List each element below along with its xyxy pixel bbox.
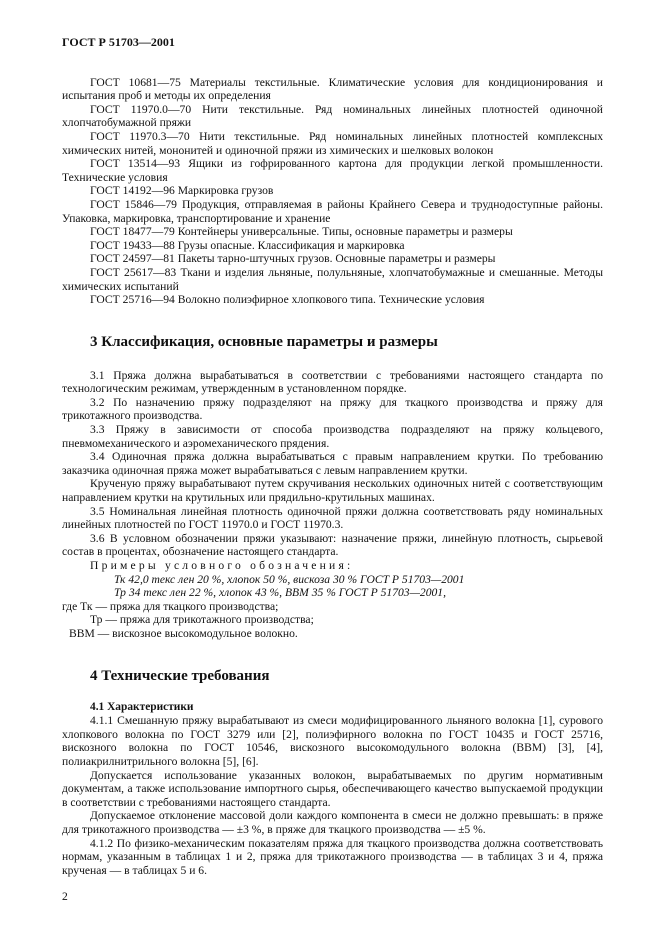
legend-line-tr: Тр — пряжа для трикотажного производства; bbox=[90, 613, 314, 627]
page-number: 2 bbox=[62, 890, 68, 903]
section-3-body bbox=[62, 369, 603, 641]
paragraph-3-3: 3.3 Пряжу в зависимости от способа производства подразделяют на пряжу кольцевого, пневмомеханического и аэромеханического прядения. bbox=[62, 423, 603, 450]
reference-item: ГОСТ 18477—79 Контейнеры универсальные. Типы, основные параметры и размеры bbox=[90, 225, 513, 239]
paragraph-4-1-2: 4.1.2 По физико-механическим показателям пряжа для ткацкого производства должна соответствовать нормам, указанным в таблицах 1 и 2, пряжа для трикотажного производства — в таблицах 3 и 4, пряжа крученая — в таблицах 5 и 6. bbox=[62, 836, 603, 877]
paragraph-3-5: 3.5 Номинальная линейная плотность одиночной пряжи должна соответствовать ряду номинальных линейных плотностей по ГОСТ 11970.0 и ГОСТ 11970.3. bbox=[62, 504, 603, 532]
paragraph-3-4: 3.4 Одиночная пряжа должна вырабатываться с правым направлением крутки. По требованию заказчика одиночная пряжа может вырабатываться с левым направлением крутки. bbox=[62, 450, 603, 477]
subsection-4-1-title: 4.1 Характеристики bbox=[90, 700, 194, 713]
section-4-title: 4 Технические требования bbox=[90, 667, 270, 684]
reference-item: ГОСТ 25716—94 Волокно полиэфирное хлопкового типа. Технические условия bbox=[90, 293, 485, 307]
section-4-body bbox=[62, 701, 603, 878]
reference-item: ГОСТ 14192—96 Маркировка грузов bbox=[90, 184, 274, 198]
reference-item: ГОСТ 19433—88 Грузы опасные. Классификация и маркировка bbox=[90, 238, 405, 252]
paragraph-3-4-continued: Крученую пряжу вырабатывают путем скручивания нескольких одиночных нитей с соответствующим направлением крутки на крутильных или прядильно-крутильных машинах. bbox=[62, 477, 603, 505]
section-3-title: 3 Классификация, основные параметры и размеры bbox=[90, 333, 438, 350]
normative-references-list bbox=[62, 76, 603, 307]
document-header: ГОСТ Р 51703—2001 bbox=[62, 35, 175, 49]
legend-line-vvm: ВВМ — вискозное высокомодульное волокно. bbox=[69, 626, 298, 640]
paragraph-4-1-1-deviation: Допускаемое отклонение массовой доли каждого компонента в смеси не должно превышать: в пряже для трикотажного производства — ±3 %, в пряже для ткацкого производства — ±5 %. bbox=[62, 809, 603, 836]
paragraph-3-2: 3.2 По назначению пряжу подразделяют на пряжу для ткацкого производства и пряжу для трикотажного производства. bbox=[62, 395, 603, 423]
reference-item: ГОСТ 11970.3—70 Нити текстильные. Ряд номинальных линейных плотностей комплексных химических нитей, мононитей и одиночной пряжи из химических и шелковых волокон bbox=[62, 129, 603, 157]
paragraph-3-6: 3.6 В условном обозначении пряжи указывают: назначение пряжи, линейную плотность, сырьевой состав в процентах, обозначение настоящего стандарта. bbox=[62, 531, 603, 559]
reference-item: ГОСТ 13514—93 Ящики из гофрированного картона для продукции легкой промышленности. Технические условия bbox=[62, 157, 603, 184]
example-designation-2: Тр 34 текс лен 22 %, хлопок 43 %, ВВМ 35 % ГОСТ Р 51703—2001, bbox=[114, 586, 447, 600]
document-page bbox=[62, 36, 603, 877]
reference-item: ГОСТ 10681—75 Материалы текстильные. Климатические условия для кондиционирования и испытания проб и методы их определения bbox=[62, 75, 603, 103]
reference-item: ГОСТ 11970.0—70 Нити текстильные. Ряд номинальных линейных плотностей одиночной хлопчатобумажной пряжи bbox=[62, 102, 603, 130]
paragraph-4-1-1: 4.1.1 Смешанную пряжу вырабатывают из смеси модифицированного льняного волокна [1], сурового хлопкового волокна по ГОСТ 3279 или [2], полиэфирного волокна по ГОСТ 10435 и ГОСТ 25716, вискозного волокна по ГОСТ 10546, вискозного высокомодульного волокна (ВВМ) [3], [4], полиакрилнитрильного волокна [5], [6]. bbox=[62, 714, 603, 768]
reference-item: ГОСТ 24597—81 Пакеты тарно-штучных грузов. Основные параметры и размеры bbox=[90, 252, 496, 266]
paragraph-3-1: 3.1 Пряжа должна вырабатываться в соответствии с требованиями настоящего стандарта по технологическим режимам, утвержденным в установленном порядке. bbox=[62, 368, 603, 396]
legend-line-tk: где Тк — пряжа для ткацкого производства; bbox=[62, 599, 279, 613]
paragraph-4-1-1-allowance: Допускается использование указанных волокон, вырабатываемых по другим нормативным документам, а также использование импортного сырья, обеспечивающего качество выпускаемой продукции в соответствии с требованиями настоящего стандарта. bbox=[62, 768, 603, 809]
reference-item: ГОСТ 25617—83 Ткани и изделия льняные, полульняные, хлопчатобумажные и смешанные. Методы химических испытаний bbox=[62, 265, 603, 293]
example-designation-1: Тк 42,0 текс лен 20 %, хлопок 50 %, вискоза 30 % ГОСТ Р 51703—2001 bbox=[114, 572, 465, 586]
examples-label: Примеры условного обозначения: bbox=[90, 559, 354, 572]
reference-item: ГОСТ 15846—79 Продукция, отправляемая в районы Крайнего Севера и труднодоступные районы. Упаковка, маркировка, транспортирование и хранение bbox=[62, 197, 603, 225]
